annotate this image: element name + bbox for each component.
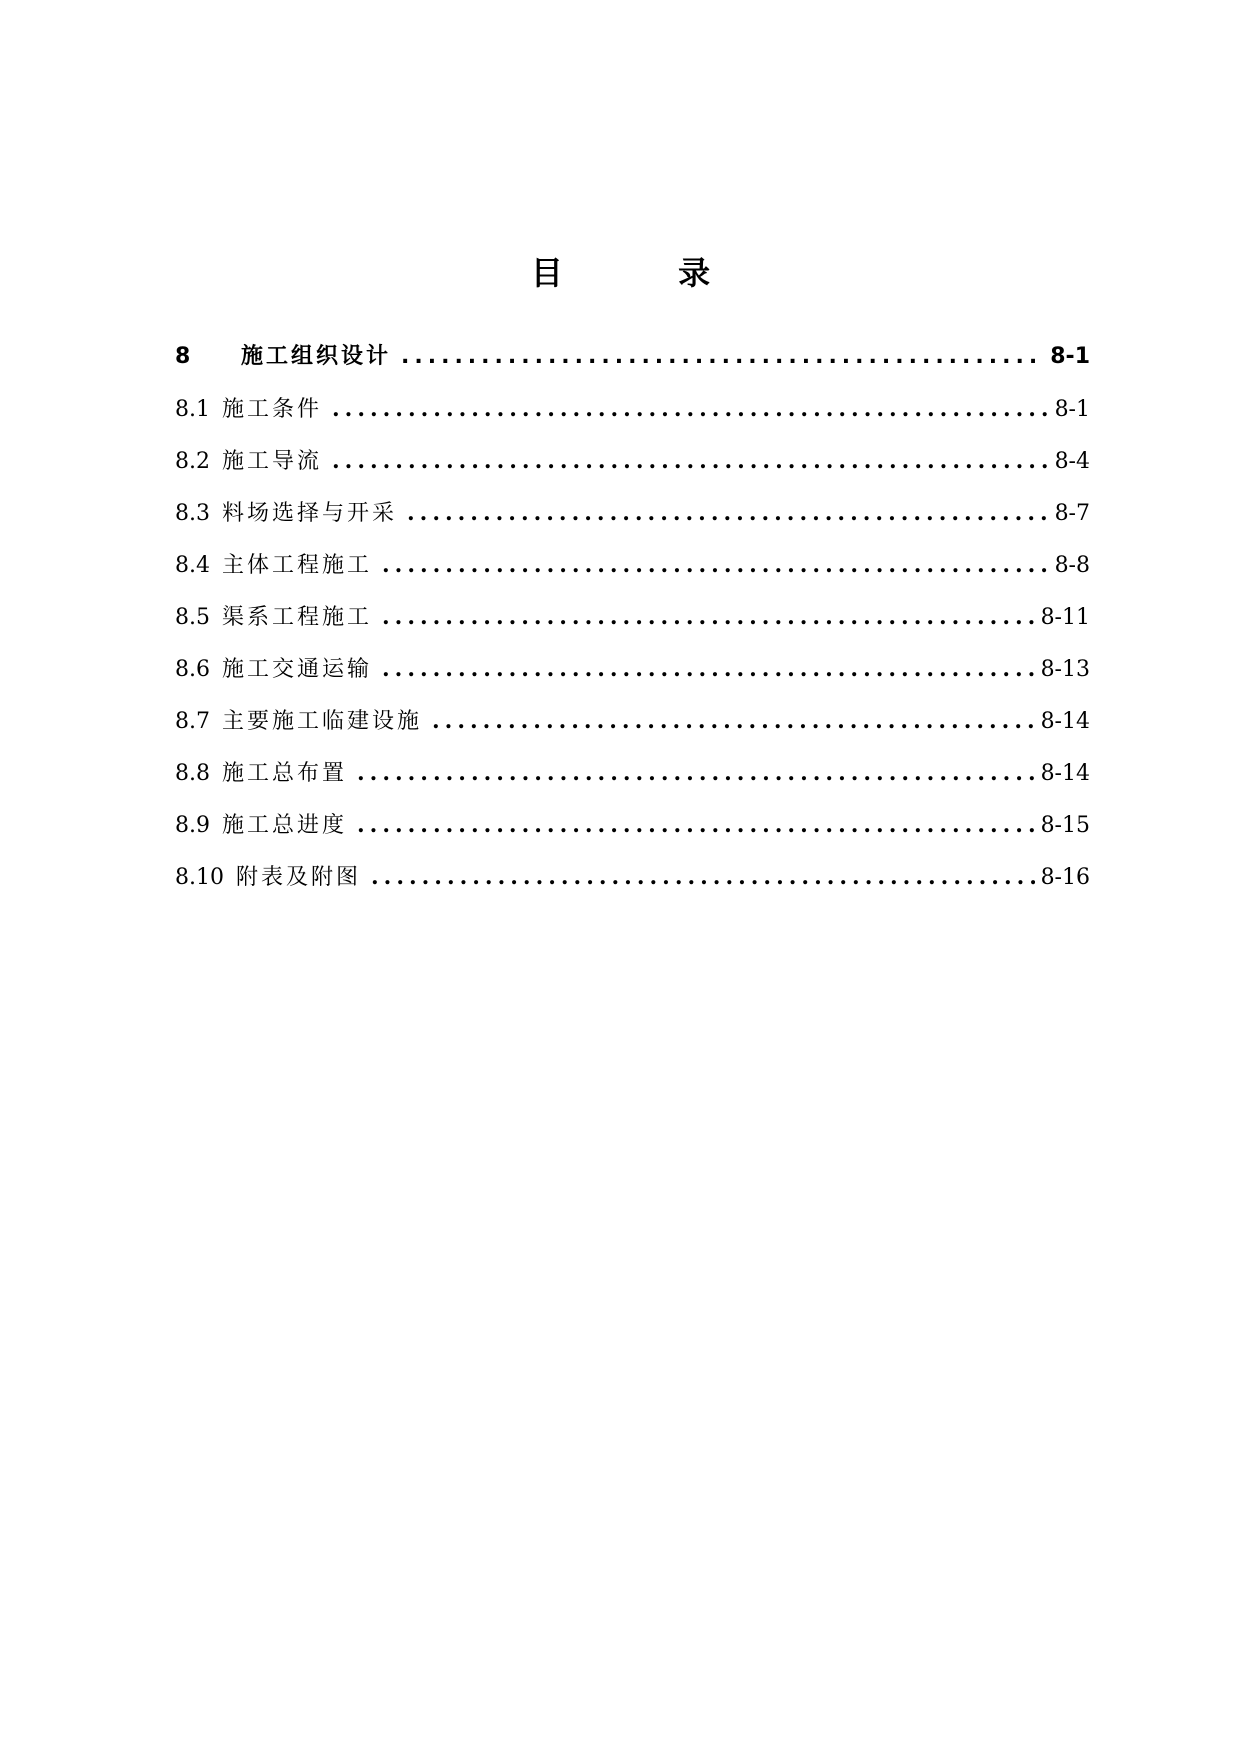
toc-entry-page: 8-7 bbox=[1054, 501, 1090, 526]
toc-entry-page: 8-15 bbox=[1040, 813, 1090, 838]
toc-entry[interactable] bbox=[175, 706, 1090, 758]
toc-entry[interactable] bbox=[175, 602, 1090, 654]
toc-entry-title: 附表及附图 bbox=[235, 865, 361, 890]
toc-entry[interactable] bbox=[175, 654, 1090, 706]
toc-entry[interactable] bbox=[175, 550, 1090, 602]
toc-dot-leader bbox=[382, 550, 1049, 580]
toc-dot-leader bbox=[432, 706, 1035, 736]
toc-entry[interactable] bbox=[175, 446, 1090, 498]
toc-entry-page: 8-11 bbox=[1040, 605, 1090, 630]
toc-entry-title: 施工总布置 bbox=[222, 761, 348, 786]
toc-entry-page: 8-14 bbox=[1040, 709, 1090, 734]
toc-entry-number: 8.4 bbox=[175, 553, 210, 578]
toc-entry-title: 主体工程施工 bbox=[222, 553, 373, 578]
toc-entry-number: 8.9 bbox=[175, 813, 210, 838]
toc-entry-number: 8.6 bbox=[175, 657, 210, 682]
toc-entry-page: 8-8 bbox=[1054, 553, 1090, 578]
toc-dot-leader bbox=[332, 394, 1049, 424]
toc-entry-number: 8.3 bbox=[175, 501, 210, 526]
toc-entry-number: 8.8 bbox=[175, 761, 210, 786]
toc-dot-leader bbox=[382, 654, 1035, 684]
toc-dot-leader bbox=[371, 862, 1035, 892]
toc-entry-number: 8 bbox=[175, 344, 191, 369]
toc-entry-title: 料场选择与开采 bbox=[222, 501, 398, 526]
toc-entry-page: 8-1 bbox=[1054, 397, 1090, 422]
toc-entry-number: 8.2 bbox=[175, 449, 210, 474]
toc-entry-number: 8.7 bbox=[175, 709, 210, 734]
toc-entry-title: 施工条件 bbox=[222, 397, 323, 422]
toc-entry[interactable] bbox=[175, 862, 1090, 914]
toc-dot-leader bbox=[401, 342, 1044, 372]
table-of-contents bbox=[175, 342, 1090, 914]
toc-entry-title: 施工总进度 bbox=[222, 813, 348, 838]
toc-entry-number: 8.10 bbox=[175, 865, 224, 890]
toc-entry-number: 8.5 bbox=[175, 605, 210, 630]
toc-entry-page: 8-16 bbox=[1040, 865, 1090, 890]
toc-entry-number: 8.1 bbox=[175, 397, 210, 422]
toc-entry-title: 施工交通运输 bbox=[222, 657, 373, 682]
toc-dot-leader bbox=[357, 758, 1035, 788]
toc-entry-page: 8-14 bbox=[1040, 761, 1090, 786]
page-title: 目 录 bbox=[530, 254, 763, 292]
toc-entry[interactable] bbox=[175, 498, 1090, 550]
toc-entry-title: 施工组织设计 bbox=[241, 344, 392, 369]
toc-dot-leader bbox=[357, 810, 1035, 840]
toc-entry[interactable] bbox=[175, 810, 1090, 862]
toc-dot-leader bbox=[407, 498, 1049, 528]
toc-entry-page: 8-13 bbox=[1040, 657, 1090, 682]
toc-entry[interactable] bbox=[175, 394, 1090, 446]
toc-entry-page: 8-4 bbox=[1054, 449, 1090, 474]
toc-entry-title: 主要施工临建设施 bbox=[222, 709, 423, 734]
toc-dot-leader bbox=[382, 602, 1035, 632]
toc-entry-title: 渠系工程施工 bbox=[222, 605, 373, 630]
toc-entry[interactable] bbox=[175, 758, 1090, 810]
toc-dot-leader bbox=[332, 446, 1049, 476]
toc-entry-title: 施工导流 bbox=[222, 449, 323, 474]
toc-entry-page: 8-1 bbox=[1050, 344, 1090, 369]
toc-entry[interactable] bbox=[175, 342, 1090, 394]
